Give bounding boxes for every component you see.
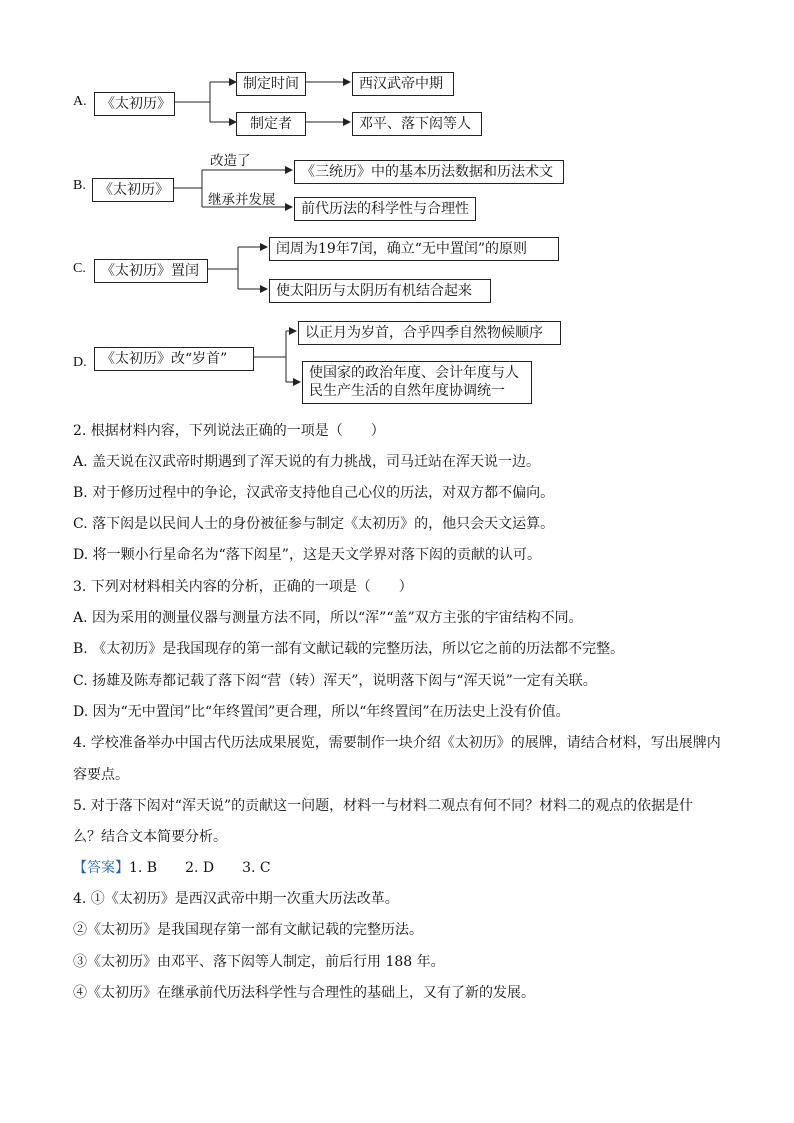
diagram-a-result-time: 西汉武帝中期 [352, 72, 454, 96]
q2-option-a[interactable]: A. 盖天说在汉武帝时期遇到了浑天说的有力挑战，司马迁站在浑天说一边。 [73, 454, 541, 470]
diagram-d-root: 《太初历》改“岁首” [94, 347, 254, 371]
diagram-a-result-author: 邓平、落下闳等人 [352, 112, 482, 136]
q2-option-d[interactable]: D. 将一颗小行星命名为“落下闳星”，这是天文学界对落下闳的贡献的认可。 [73, 547, 541, 563]
diagram-b-edge-inherited: 继承并发展 [208, 192, 276, 208]
diagram-b-root: 《太初历》 [92, 178, 174, 202]
q3-option-b[interactable]: B. 《太初历》是我国现存的第一部有文献记载的完整历法，所以它之前的历法都不完整。 [73, 641, 625, 657]
q5-stem-line2: 么？结合文本简要分析。 [73, 829, 227, 845]
diagram-d-result-order: 以正月为岁首，合乎四季自然物候顺序 [298, 321, 561, 345]
q2-option-c[interactable]: C. 落下闳是以民间人士的身份被征参与制定《太初历》的，他只会天文运算。 [73, 516, 555, 532]
diagram-a-node-time: 制定时间 [236, 72, 306, 96]
answer-q4-point1: 4. ①《太初历》是西汉武帝中期一次重大历法改革。 [73, 891, 399, 907]
answer-line [73, 858, 733, 878]
option-d-label[interactable]: D. [73, 355, 87, 370]
q5-stem-line1: 5. 对于落下闳对“浑天说”的贡献这一问题，材料一与材料二观点有何不同？材料二的观点的依据是什 [73, 798, 694, 814]
option-a-label[interactable]: A. [73, 94, 87, 109]
answer-tag: 【答案】 [73, 860, 129, 876]
answer-mc: 1. B 2. D 3. C [129, 860, 271, 876]
q3-option-a[interactable]: A. 因为采用的测量仪器与测量方法不同，所以“浑”“盖”双方主张的宇宙结构不同。 [73, 610, 583, 626]
answer-q4-point4: ④《太初历》在继承前代历法科学性与合理性的基础上，又有了新的发展。 [73, 985, 535, 1001]
diagram-d-result-unify-line1: 使国家的政治年度、会计年度与人 [309, 365, 519, 381]
answer-q4-point3: ③《太初历》由邓平、落下闳等人制定，前后行用 188 年。 [73, 954, 445, 970]
q3-stem: 3. 下列对材料相关内容的分析，正确的一项是（ ） [73, 579, 413, 595]
q4-stem-line1: 4. 学校准备举办中国古代历法成果展览，需要制作一块介绍《太初历》的展牌，请结合材料，写出展牌内 [73, 735, 721, 751]
option-b-label[interactable]: B. [73, 178, 86, 193]
q3-option-d[interactable]: D. 因为“无中置闰”比“年终置闰”更合理，所以“年终置闰”在历法史上没有价值。 [73, 704, 570, 720]
q2-option-b[interactable]: B. 对于修历过程中的争论，汉武帝支持他自己心仪的历法，对双方都不偏向。 [73, 485, 555, 501]
diagram-c-result-combine: 使太阳历与太阴历有机结合起来 [269, 279, 491, 303]
diagram-c-result-cycle: 闰周为19年7闰，确立“无中置闰”的原则 [269, 237, 559, 261]
q4-stem-line2: 容要点。 [73, 767, 129, 783]
diagram-d-result-unify [302, 361, 532, 404]
option-c-label[interactable]: C. [73, 261, 86, 276]
q2-stem: 2. 根据材料内容，下列说法正确的一项是（ ） [73, 423, 385, 439]
diagram-b-edge-modified: 改造了 [210, 153, 251, 169]
diagram-b-result-inherited: 前代历法的科学性与合理性 [294, 197, 476, 221]
diagram-b-result-modified: 《三统历》中的基本历法数据和历法术文 [294, 160, 564, 184]
diagram-d-result-unify-line2: 民生产生活的自然年度协调统一 [309, 383, 505, 399]
answer-q4-point2: ②《太初历》是我国现存第一部有文献记载的完整历法。 [73, 922, 423, 938]
diagram-a-root: 《太初历》 [94, 92, 175, 116]
q3-option-c[interactable]: C. 扬雄及陈寿都记载了落下闳“营（转）浑天”，说明落下闳与“浑天说”一定有关联。 [73, 673, 597, 689]
diagram-c-root: 《太初历》置闰 [94, 259, 208, 283]
diagram-a-node-author: 制定者 [236, 112, 306, 136]
